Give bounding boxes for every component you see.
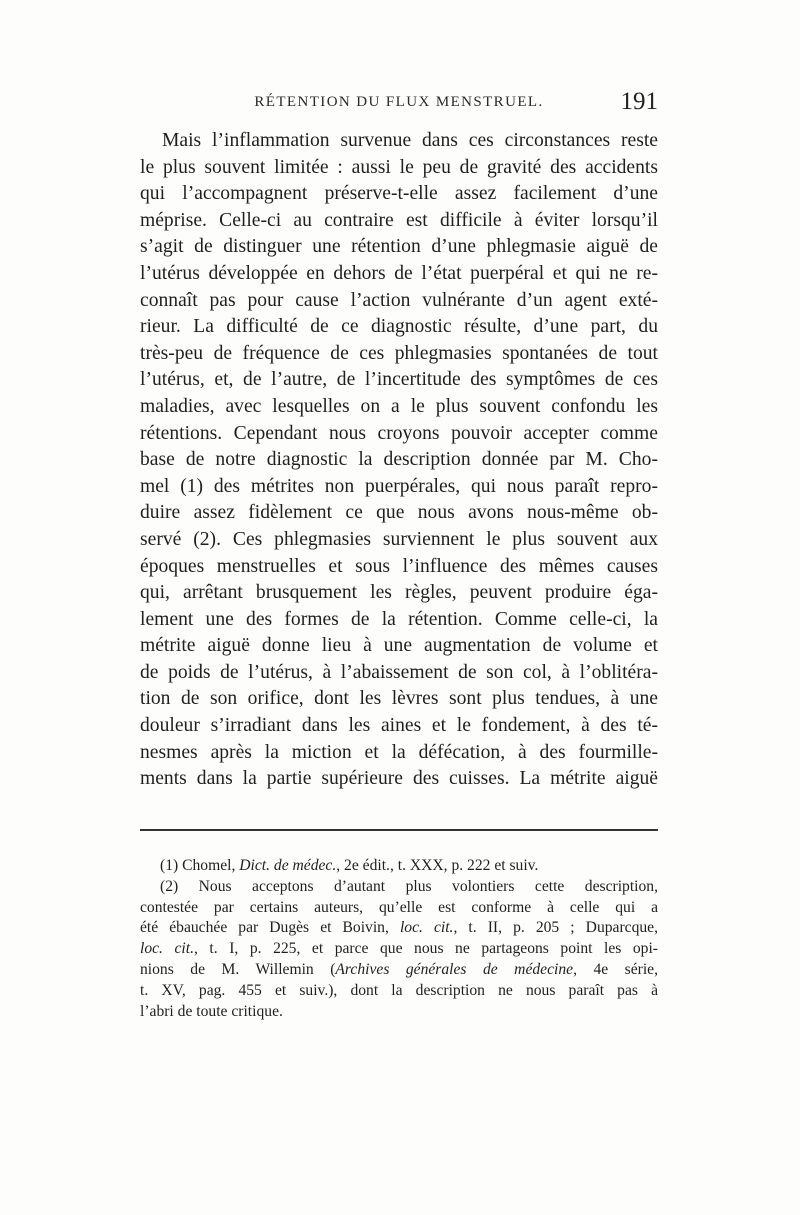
footnote-1-text: (1) Chomel, <box>160 857 240 874</box>
text-line: servé (2). Ces phlegmasies surviennent le plus souvent aux <box>140 528 658 550</box>
footnote-2-line: contestée par certains auteurs, qu’elle est conforme à celle qui a <box>140 898 658 916</box>
text-line: rieur. La difficulté de ce diagnostic résulte, d’une part, du <box>140 316 658 338</box>
text-line: qui, arrêtant brusquement les règles, peuvent produire éga- <box>140 582 658 604</box>
text-line: duire assez fidèlement ce que nous avons nous-même ob- <box>140 502 658 524</box>
text-line: ments dans la partie supérieure des cuisses. La métrite aiguë <box>140 768 658 790</box>
footnote-2-line <box>140 960 658 981</box>
text-line: lement une des formes de la rétention. Comme celle-ci, la <box>140 608 658 630</box>
text-line: l’utérus développée en dehors de l’état puerpéral et qui ne re- <box>140 262 658 284</box>
footnote-2-text: été ébauchée par Dugès et Boivin, <box>140 919 400 937</box>
footnotes <box>140 856 658 1022</box>
body-text <box>140 128 658 793</box>
text-line: métrite aiguë donne lieu à une augmentation de volume et <box>140 635 658 657</box>
footnote-2-text: , 4e série, <box>573 960 658 978</box>
text-line: base de notre diagnostic la description donnée par M. Cho- <box>140 449 658 471</box>
footnote-divider <box>140 829 658 831</box>
footnote-2-line <box>140 939 658 960</box>
text-line: très-peu de fréquence de ces phlegmasies spontanées de tout <box>140 342 658 364</box>
text-line: époques menstruelles et sous l’influence des mêmes causes <box>140 555 658 577</box>
footnote-1-reference: , 2e édit., t. XXX, p. 222 et suiv. <box>336 857 539 874</box>
page-number: 191 <box>620 88 658 115</box>
footnote-2-text: , t. II, p. 205 ; Duparcque, <box>453 919 658 937</box>
footnote-2-line: l’abri de toute critique. <box>140 1002 283 1020</box>
text-line: l’utérus, et, de l’autre, de l’incertitude des symptômes de ces <box>140 369 658 391</box>
text-line: connaît pas pour cause l’action vulnérante d’un agent exté- <box>140 289 658 311</box>
text-line: tion de son orifice, dont les lèvres sont plus tendues, à une <box>140 688 658 710</box>
running-head <box>140 88 658 124</box>
footnote-1 <box>140 856 658 877</box>
text-line: qui l’accompagnent préserve-t-elle assez facilement d’une <box>140 183 658 205</box>
text-line: douleur s’irradiant dans les aines et le fondement, à des té- <box>140 715 658 737</box>
text-line: de poids de l’utérus, à l’abaissement de son col, à l’oblitéra- <box>140 661 658 683</box>
footnote-2-line <box>140 918 658 939</box>
footnote-2-line: (2) Nous acceptons d’autant plus volontiers cette description, <box>160 877 658 895</box>
text-line: rétentions. Cependant nous croyons pouvoir accepter comme <box>140 422 658 444</box>
footnote-2-line: t. XV, pag. 455 et suiv.), dont la description ne nous paraît pas à <box>140 981 658 999</box>
text-line: mel (1) des métrites non puerpérales, qui nous paraît repro- <box>140 475 658 497</box>
footnote-2-loc-cit: loc. cit. <box>399 919 454 937</box>
text-line: nesmes après la miction et la défécation, à des fourmille- <box>140 741 658 763</box>
text-line: Mais l’inflammation survenue dans ces circonstances reste <box>162 130 658 151</box>
text-line: le plus souvent limitée : aussi le peu de gravité des accidents <box>140 156 658 178</box>
footnote-2-text: nions de M. Willemin ( <box>140 960 336 978</box>
running-title: RÉTENTION DU FLUX MENSTRUEL. <box>254 94 544 110</box>
footnote-2-text: , t. I, p. 225, et parce que nous ne partageons point les opi- <box>193 940 658 958</box>
text-line: s’agit de distinguer une rétention d’une phlegmasie aiguë de <box>140 236 658 258</box>
footnote-2-loc-cit: loc. cit. <box>140 940 194 958</box>
footnote-2-journal-title: Archives générales de médecine <box>335 960 574 978</box>
text-line: maladies, avec lesquelles on a le plus souvent confondu les <box>140 395 658 417</box>
text-line: méprise. Celle-ci au contraire est difficile à éviter lorsqu’il <box>140 209 658 231</box>
footnote-1-work-title: Dict. de médec. <box>239 857 337 874</box>
